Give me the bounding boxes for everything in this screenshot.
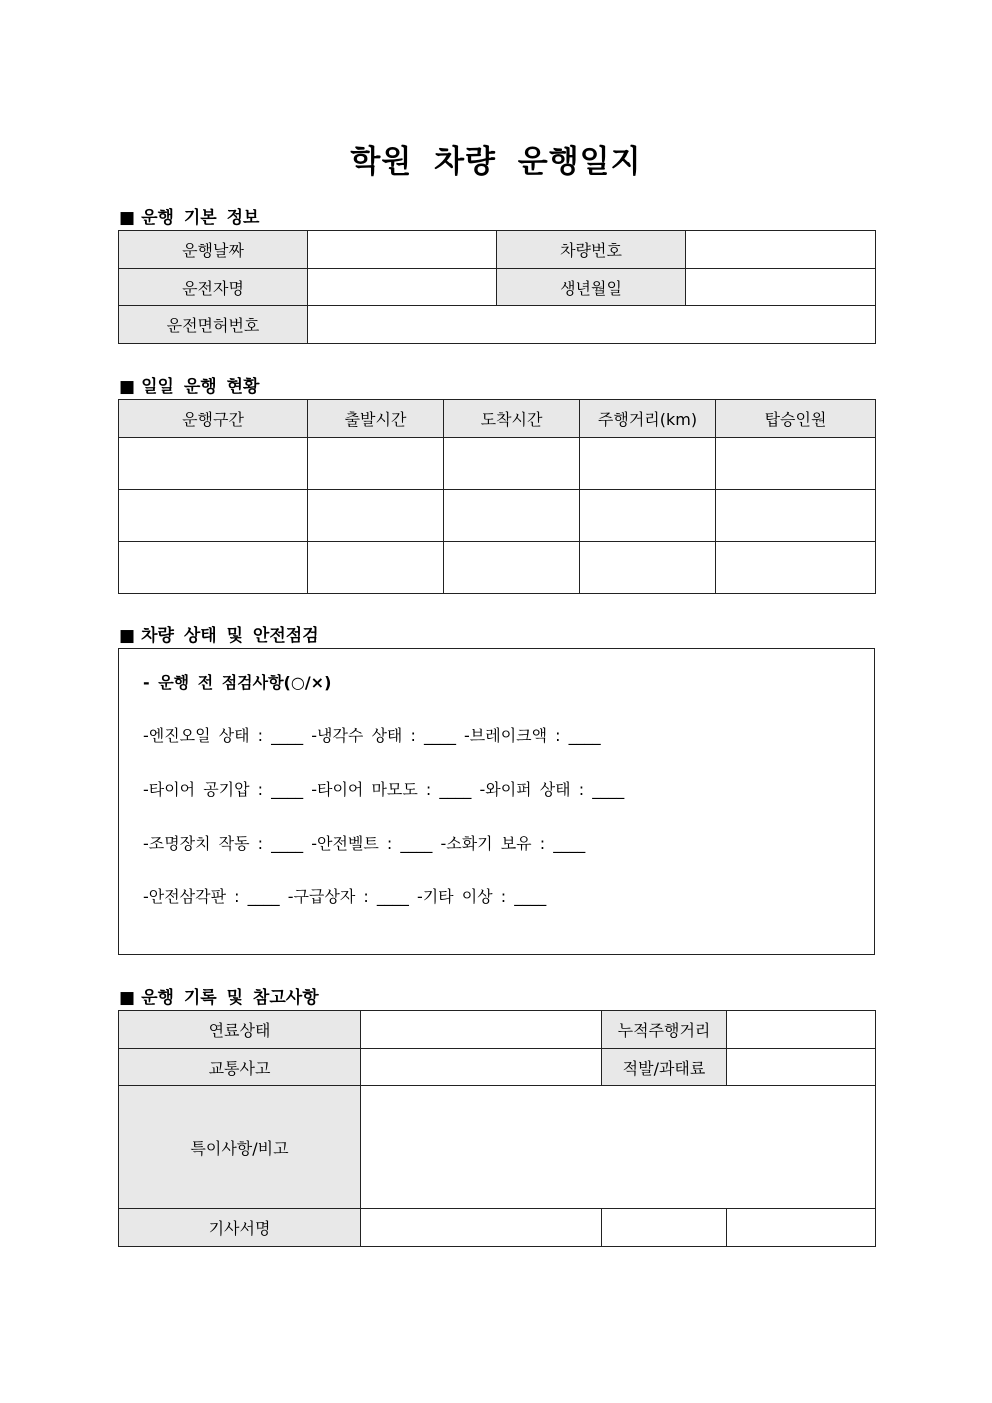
page-title: 학원 차량 운행일지: [350, 144, 642, 180]
cumulative-distance-field[interactable]: [727, 1011, 876, 1049]
table-cell[interactable]: [308, 490, 444, 542]
record-row-4: [119, 1209, 876, 1247]
safety-check-line: -안전삼각판 : ____ -구급상자 : ____ -기타 이상 : ____: [143, 887, 547, 906]
driver-name-label: 운전자명: [119, 269, 308, 306]
safety-check-line: -타이어 공기압 : ____ -타이어 마모도 : ____ -와이퍼 상태 : ____: [143, 780, 625, 799]
table-row: [119, 438, 876, 490]
table-row: [119, 490, 876, 542]
table-cell[interactable]: [444, 438, 580, 490]
table-cell[interactable]: [119, 542, 308, 594]
column-header: 운행구간: [119, 400, 308, 438]
safety-check-line: -조명장치 작동 : ____ -안전벨트 : ____ -소화기 보유 : ____: [143, 834, 586, 853]
signature-field[interactable]: [361, 1209, 602, 1247]
driver-name-field[interactable]: [308, 269, 497, 306]
table-cell[interactable]: [308, 542, 444, 594]
vehicle-number-label: 차량번호: [497, 231, 686, 269]
signature-label: 기사서명: [119, 1209, 361, 1247]
section-title-safety: 차량 상태 및 안전점검: [141, 626, 319, 646]
birth-date-label: 생년월일: [497, 269, 686, 306]
square-bullet-icon: ■: [119, 626, 136, 646]
section-record: [119, 983, 319, 1008]
section-title-record: 운행 기록 및 참고사항: [141, 988, 319, 1008]
traffic-accident-field[interactable]: [361, 1049, 602, 1086]
table-cell[interactable]: [580, 542, 716, 594]
basic-info-table: [118, 230, 876, 344]
notes-field[interactable]: [361, 1086, 876, 1209]
table-cell[interactable]: [119, 438, 308, 490]
blank-cell[interactable]: [602, 1209, 727, 1247]
record-row-3: [119, 1086, 876, 1209]
section-title-daily: 일일 운행 현황: [141, 377, 260, 397]
fuel-status-field[interactable]: [361, 1011, 602, 1049]
license-number-label: 운전면허번호: [119, 306, 308, 344]
blank-cell[interactable]: [727, 1209, 876, 1247]
table-cell[interactable]: [444, 542, 580, 594]
notes-label: 특이사항/비고: [119, 1086, 361, 1209]
record-row-2: [119, 1049, 876, 1086]
table-cell[interactable]: [444, 490, 580, 542]
table-cell[interactable]: [716, 438, 876, 490]
section-safety-check: [119, 621, 319, 646]
section-title-basic: 운행 기본 정보: [141, 208, 260, 228]
fine-field[interactable]: [727, 1049, 876, 1086]
safety-check-line: -엔진오일 상태 : ____ -냉각수 상태 : ____ -브레이크액 : ____: [143, 726, 601, 745]
table-row: [119, 542, 876, 594]
square-bullet-icon: ■: [119, 988, 136, 1008]
square-bullet-icon: ■: [119, 208, 136, 228]
table-cell[interactable]: [308, 438, 444, 490]
square-bullet-icon: ■: [119, 377, 136, 397]
table-cell[interactable]: [716, 542, 876, 594]
basic-row-2: [119, 269, 876, 306]
section-basic-info: [119, 203, 259, 228]
section-daily-status: [119, 372, 259, 397]
table-cell[interactable]: [580, 438, 716, 490]
table-cell[interactable]: [580, 490, 716, 542]
daily-operation-table: [118, 399, 876, 594]
license-number-field[interactable]: [308, 306, 876, 344]
column-header: 도착시간: [444, 400, 580, 438]
birth-date-field[interactable]: [686, 269, 876, 306]
column-header: 출발시간: [308, 400, 444, 438]
basic-row-1: [119, 231, 876, 269]
record-row-1: [119, 1011, 876, 1049]
fine-label: 적발/과태료: [602, 1049, 727, 1086]
table-cell[interactable]: [119, 490, 308, 542]
traffic-accident-label: 교통사고: [119, 1049, 361, 1086]
date-field[interactable]: [308, 231, 497, 269]
daily-header-row: [119, 400, 876, 438]
fuel-status-label: 연료상태: [119, 1011, 361, 1049]
date-label: 운행날짜: [119, 231, 308, 269]
record-table: [118, 1010, 876, 1247]
safety-check-heading: - 운행 전 점검사항(○/×): [143, 673, 332, 692]
table-cell[interactable]: [716, 490, 876, 542]
column-header: 탑승인원: [716, 400, 876, 438]
basic-row-3: [119, 306, 876, 344]
safety-check-box: [118, 648, 875, 955]
column-header: 주행거리(km): [580, 400, 716, 438]
cumulative-distance-label: 누적주행거리: [602, 1011, 727, 1049]
vehicle-number-field[interactable]: [686, 231, 876, 269]
